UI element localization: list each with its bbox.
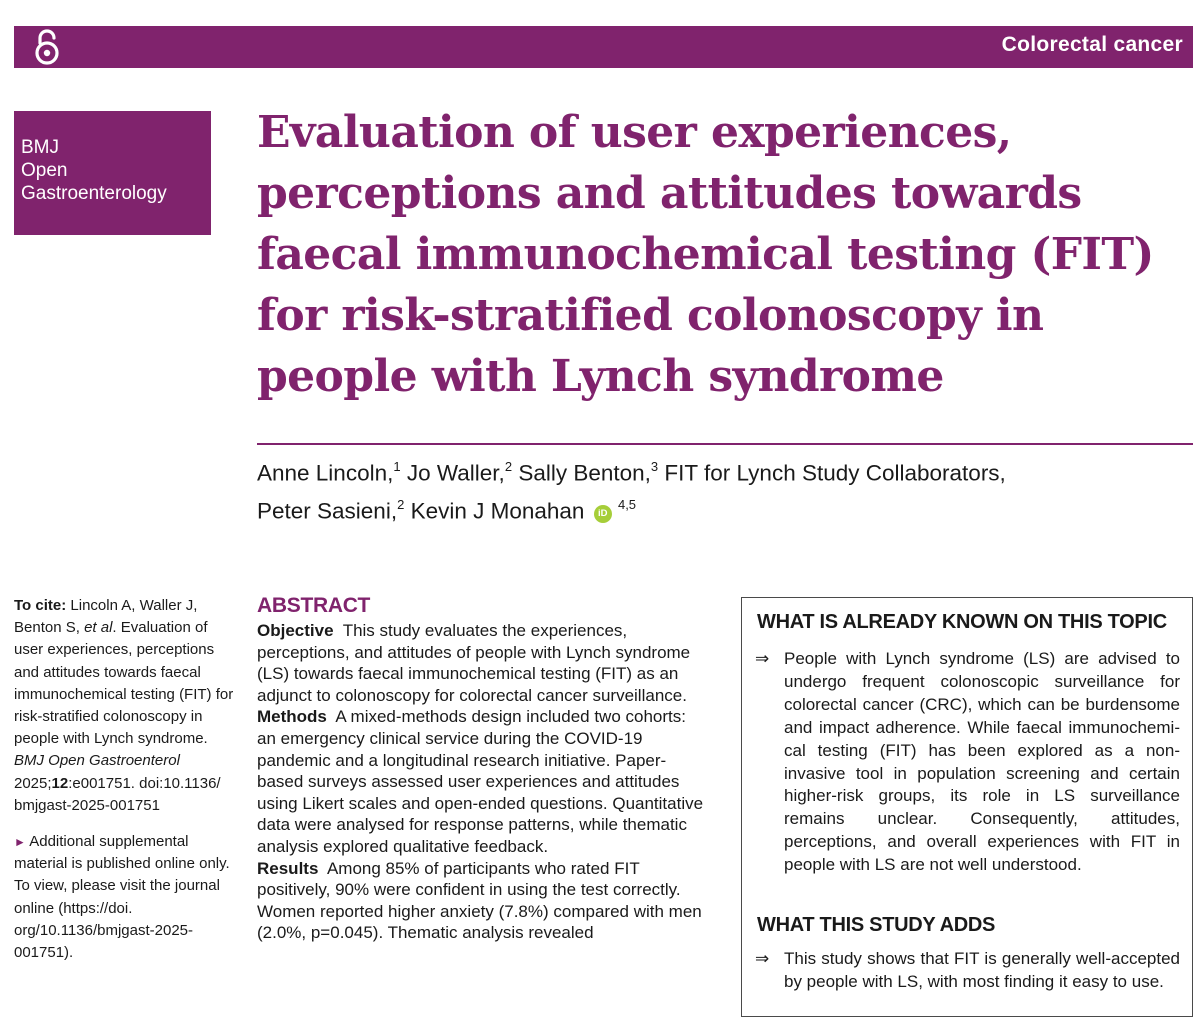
section-header-bar <box>14 26 1193 68</box>
methods-text: A mixed-methods design included two cohorts: an emergency clinical service during the COVID-19 pandemic and a longitudinal research initiative. Paper-based surveys assessed user experiences and attitudes using Likert scales and open-ended questions. Quantitative data were analysed for response patterns, while thematic analysis explored qualitative feedback. <box>257 707 704 856</box>
arrow-bullet-icon: ⇒ <box>755 649 770 668</box>
author-name[interactable]: Kevin J Monahan <box>410 498 585 523</box>
citation-journal: BMJ Open Gastroenterol <box>14 752 180 770</box>
article-title: Evaluation of user experiences, perceptions and attitudes towards faecal immunochemical testing (FIT) for risk-stratified colonoscopy in people with Lynch syndrome <box>257 107 1154 402</box>
journal-logo-line-3: Gastroenterology <box>21 183 167 204</box>
citation-sidebar <box>14 595 236 964</box>
objective-text: This study evaluates the experiences, perceptions, and attitudes of people with Lynch syndrome (LS) towards faecal immunochemical testing (FIT) as an adjunct to colonoscopy for colorectal cancer surveillance. <box>257 621 691 705</box>
citation-year: 2025; <box>14 774 52 792</box>
author-affiliation: 1 <box>393 459 401 474</box>
author-affiliation: 3 <box>650 459 659 474</box>
known-item <box>755 648 1180 877</box>
known-text: People with Lynch syndrome (LS) are advised to undergo frequent colonoscopic surveillance for colorectal cancer (CRC), which can be burdensome and impact adherence. While faecal immunochemical testing (FIT) has been explored as a non-invasive tool in population screening and certain higher-risk groups, its role in LS surveillance remains unclear. Consequently, attitudes, perceptions, and overall experiences with FIT in people with LS are not well understood. <box>784 649 1180 875</box>
citation-text: Lincoln A, Waller J, Benton S, <box>14 597 198 637</box>
arrow-bullet-icon: ⇒ <box>755 949 770 968</box>
open-access-icon <box>32 28 62 66</box>
author-name[interactable]: FIT for Lynch Study Collaborators, <box>664 460 1006 486</box>
orcid-icon[interactable]: iD <box>594 505 612 523</box>
results-label: Results <box>257 858 319 878</box>
author-affiliation: 2 <box>504 459 513 474</box>
citation <box>14 595 236 817</box>
author-affiliation: 4,5 <box>617 496 637 512</box>
objective-label: Objective <box>257 621 334 640</box>
adds-item <box>755 948 1180 994</box>
triangle-bullet-icon: ► <box>14 835 26 850</box>
abstract-heading: ABSTRACT <box>257 594 371 617</box>
author-name[interactable]: Peter Sasieni, <box>257 498 398 523</box>
key-messages-box <box>741 597 1193 1017</box>
author-name[interactable]: Anne Lincoln, <box>257 460 394 486</box>
abstract-methods <box>257 706 707 857</box>
journal-logo <box>14 111 211 235</box>
supplemental-note <box>14 831 236 964</box>
abstract-objective <box>257 620 707 706</box>
section-label: Colorectal cancer <box>1001 33 1183 56</box>
adds-heading: WHAT THIS STUDY ADDS <box>757 914 996 936</box>
adds-text: This study shows that FIT is generally well-accepted by people with LS, with most finding it easy to use. <box>784 949 1180 991</box>
abstract-results <box>257 858 707 944</box>
citation-etal: et al <box>84 619 113 637</box>
journal-logo-line-2: Open <box>21 160 68 181</box>
citation-volume: 12 <box>51 774 69 792</box>
author-name[interactable]: Sally Benton, <box>518 460 651 486</box>
methods-label: Methods <box>257 707 327 727</box>
citation-label: To cite: <box>14 597 67 614</box>
author-affiliation: 2 <box>397 496 405 512</box>
title-divider <box>257 443 1193 445</box>
journal-logo-line-1: BMJ <box>21 137 59 158</box>
results-text: Among 85% of participants who rated FIT positively, 90% were confident in using the test correctly. Women reported higher anxiety (7.8%) compared with men (2.0%, p=0.045). Thematic analysis revealed <box>257 858 702 943</box>
author-name[interactable]: Jo Waller, <box>406 460 505 486</box>
supplemental-text[interactable]: Additional supplemental material is published online only. To view, please visit the journal online (https://doi. org/10.1136/bmjgast-2025- 001751). <box>14 833 230 962</box>
citation-text-cont: . Evaluation of user experiences, perceptions and attitudes towards faecal immunochemical testing (FIT) for risk-stratified colonoscopy in people with Lynch syndrome. <box>14 619 234 748</box>
citation-doi[interactable]: :e001751. doi:10.1136/ bmjgast-2025-001751 <box>14 774 221 814</box>
known-heading: WHAT IS ALREADY KNOWN ON THIS TOPIC <box>757 611 1167 633</box>
abstract <box>257 594 707 944</box>
author-list <box>257 452 1187 527</box>
